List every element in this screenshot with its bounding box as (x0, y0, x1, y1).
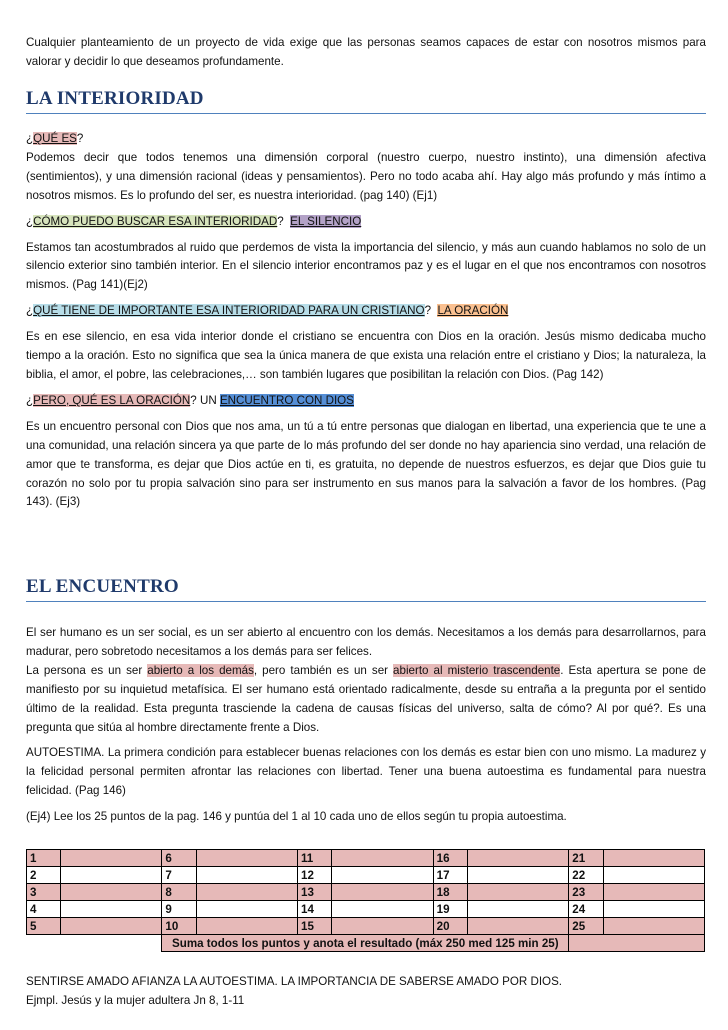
question-como-buscar: ¿CÓMO PUEDO BUSCAR ESA INTERIORIDAD? EL SILENCIO (26, 214, 362, 228)
intro-paragraph: Cualquier planteamiento de un proyecto de vida exige que las personas seamos capaces de estar con nosotros mismos para valorar y decidir lo que deseamos profundamente. (26, 36, 706, 68)
footer-line-autoestima: SENTIRSE AMADO AFIANZA LA AUTOESTIMA. LA IMPORTANCIA DE SABERSE AMADO POR DIOS. (26, 975, 563, 988)
paragraph-ser-social: El ser humano es un ser social, es un ser abierto al encuentro con los demás. Necesitamos a los demás para desarrollarnos, para madurar, pero sobretodo necesitamos a los demás para ser felices. (26, 626, 706, 658)
score-input-cell[interactable] (468, 918, 569, 935)
paragraph-apertura: La persona es un ser abierto a los demás, pero también es un ser abierto al misterio trascendente. Esta apertura se pone de manifiesto por su inquietud metafísica. El ser humano está orientado radicalmente, desde su entraña a la pregunta por el sentido último de la realidad. Esta pregunta trasciende la cadena de causas físicas del universo, salta de cómo? Al por qué?. Es una pregunta que sitúa al hombre directamente frente a Dios. (26, 663, 706, 734)
paragraph-oracion: Es en ese silencio, en esa vida interior donde el cristiano se encuentra con Dios en la oración. Jesús mismo dedicaba mucho tiempo a la oración. Esto no significa que sea la única manera de que exista una relación entre el cristiano y Dios; la naturaleza, la biblia, el amor, el pobre, las celebraciones,… son también lugares que posibilitan la relación con Dios. (Pag 142) (26, 330, 706, 381)
score-input-cell[interactable] (196, 901, 297, 918)
score-row (27, 901, 705, 918)
score-input-cell[interactable] (603, 901, 704, 918)
score-item-number: 24 (569, 901, 603, 918)
score-item-number: 23 (569, 884, 603, 901)
score-item-number: 2 (27, 867, 61, 884)
section-encuentro-body (26, 624, 706, 827)
question-que-es-oracion: ¿PERO, QUÉ ES LA ORACIÓN? UN ENCUENTRO CON DIOS (26, 393, 354, 407)
score-sum-row (27, 935, 705, 952)
score-item-number: 17 (433, 867, 467, 884)
footer-notes (26, 973, 706, 1011)
score-item-number: 19 (433, 901, 467, 918)
score-input-cell[interactable] (332, 918, 433, 935)
score-input-cell[interactable] (196, 850, 297, 867)
score-item-number: 3 (27, 884, 61, 901)
score-item-number: 10 (162, 918, 196, 935)
score-item-number: 15 (298, 918, 332, 935)
score-input-cell[interactable] (332, 850, 433, 867)
paragraph-dimensiones: Podemos decir que todos tenemos una dimensión corporal (nuestro cuerpo, nuestro instinto), una dimensión afectiva (sentimientos), y una dimensión racional (ideas y pensamientos). Pero no todo acaba ahí. Hay algo más profundo y más íntimo a nosotros mismos. Es lo profundo del ser, es nuestra interioridad. (pag 140) (Ej1) (26, 150, 706, 202)
paragraph-ejercicio4: (Ej4) Lee los 25 puntos de la pag. 146 y puntúa del 1 al 10 cada uno de ellos según tu propia autoestima. (26, 810, 567, 824)
score-input-cell[interactable] (61, 901, 162, 918)
score-item-number: 11 (298, 850, 332, 867)
score-item-number: 13 (298, 884, 332, 901)
score-item-number: 25 (569, 918, 603, 935)
score-input-cell[interactable] (603, 918, 704, 935)
score-input-cell[interactable] (196, 884, 297, 901)
score-item-number: 5 (27, 918, 61, 935)
section-title: EL ENCUENTRO (26, 576, 706, 602)
score-input-cell[interactable] (196, 867, 297, 884)
score-item-number: 16 (433, 850, 467, 867)
score-item-number: 6 (162, 850, 196, 867)
score-input-cell[interactable] (61, 884, 162, 901)
score-item-number: 14 (298, 901, 332, 918)
score-input-cell[interactable] (468, 884, 569, 901)
score-item-number: 18 (433, 884, 467, 901)
score-input-cell[interactable] (332, 867, 433, 884)
section-title: LA INTERIORIDAD (26, 88, 706, 114)
score-item-number: 4 (27, 901, 61, 918)
score-item-number: 21 (569, 850, 603, 867)
score-table (26, 849, 705, 952)
score-row (27, 867, 705, 884)
score-input-cell[interactable] (196, 918, 297, 935)
score-input-cell[interactable] (468, 867, 569, 884)
score-item-number: 12 (298, 867, 332, 884)
score-input-cell[interactable] (332, 901, 433, 918)
score-input-cell[interactable] (61, 867, 162, 884)
footer-line-ejemplo: Ejmpl. Jesús y la mujer adultera Jn 8, 1-11 (26, 993, 245, 1007)
score-item-number: 7 (162, 867, 196, 884)
score-item-number: 20 (433, 918, 467, 935)
score-row (27, 884, 705, 901)
section-interioridad-body (26, 130, 706, 512)
question-importancia: ¿QUÉ TIENE DE IMPORTANTE ESA INTERIORIDAD PARA UN CRISTIANO? LA ORACIÓN (26, 304, 509, 318)
score-input-cell[interactable] (61, 918, 162, 935)
score-total-cell[interactable] (569, 935, 705, 952)
paragraph-silencio: Estamos tan acostumbrados al ruido que perdemos de vista la importancia del silencio, y más aun cuando hablamos no solo de un silencio exterior sino también interior. En el silencio interior encontramos paz y es el lugar en el que nos encontramos con nosotros mismos. (Pag 141)(Ej2) (26, 240, 706, 292)
paragraph-encuentro-dios: Es un encuentro personal con Dios que nos ama, un tú a tú entre personas que dialogan en libertad, una experiencia que te une a una comunidad, una relación sincera ya que parte de lo más profundo del ser donde no hay apariencia sino verdad, una relación de amor que te transforma, es dejar que Dios actúe en ti, es gratuita, no depende de nuestros esfuerzos, es dejar que Dios guie tu corazón no solo por tu propia salvación sino para ser instrumento en sus manos para la salvación a favor de los hombres. (Pag 143). (Ej3) (26, 419, 706, 509)
score-item-number: 8 (162, 884, 196, 901)
score-item-number: 9 (162, 901, 196, 918)
score-sum-spacer (27, 935, 162, 952)
score-input-cell[interactable] (332, 884, 433, 901)
score-input-cell[interactable] (61, 850, 162, 867)
section-encuentro-heading (26, 576, 706, 602)
score-sum-label: Suma todos los puntos y anota el resultado (máx 250 med 125 min 25) (162, 935, 569, 952)
score-item-number: 1 (27, 850, 61, 867)
score-item-number: 22 (569, 867, 603, 884)
score-row (27, 850, 705, 867)
score-input-cell[interactable] (603, 850, 704, 867)
score-input-cell[interactable] (468, 901, 569, 918)
score-input-cell[interactable] (603, 867, 704, 884)
score-input-cell[interactable] (603, 884, 704, 901)
paragraph-autoestima: AUTOESTIMA. La primera condición para establecer buenas relaciones con los demás es estar bien con uno mismo. La madurez y la felicidad personal permiten afrontar las relaciones con libertad. Tener una buena autoestima es fundamental para nuestra felicidad. (Pag 146) (26, 746, 706, 798)
question-que-es: ¿QUÉ ES? (26, 132, 84, 145)
section-interioridad-heading (26, 88, 706, 114)
score-row (27, 918, 705, 935)
score-input-cell[interactable] (468, 850, 569, 867)
